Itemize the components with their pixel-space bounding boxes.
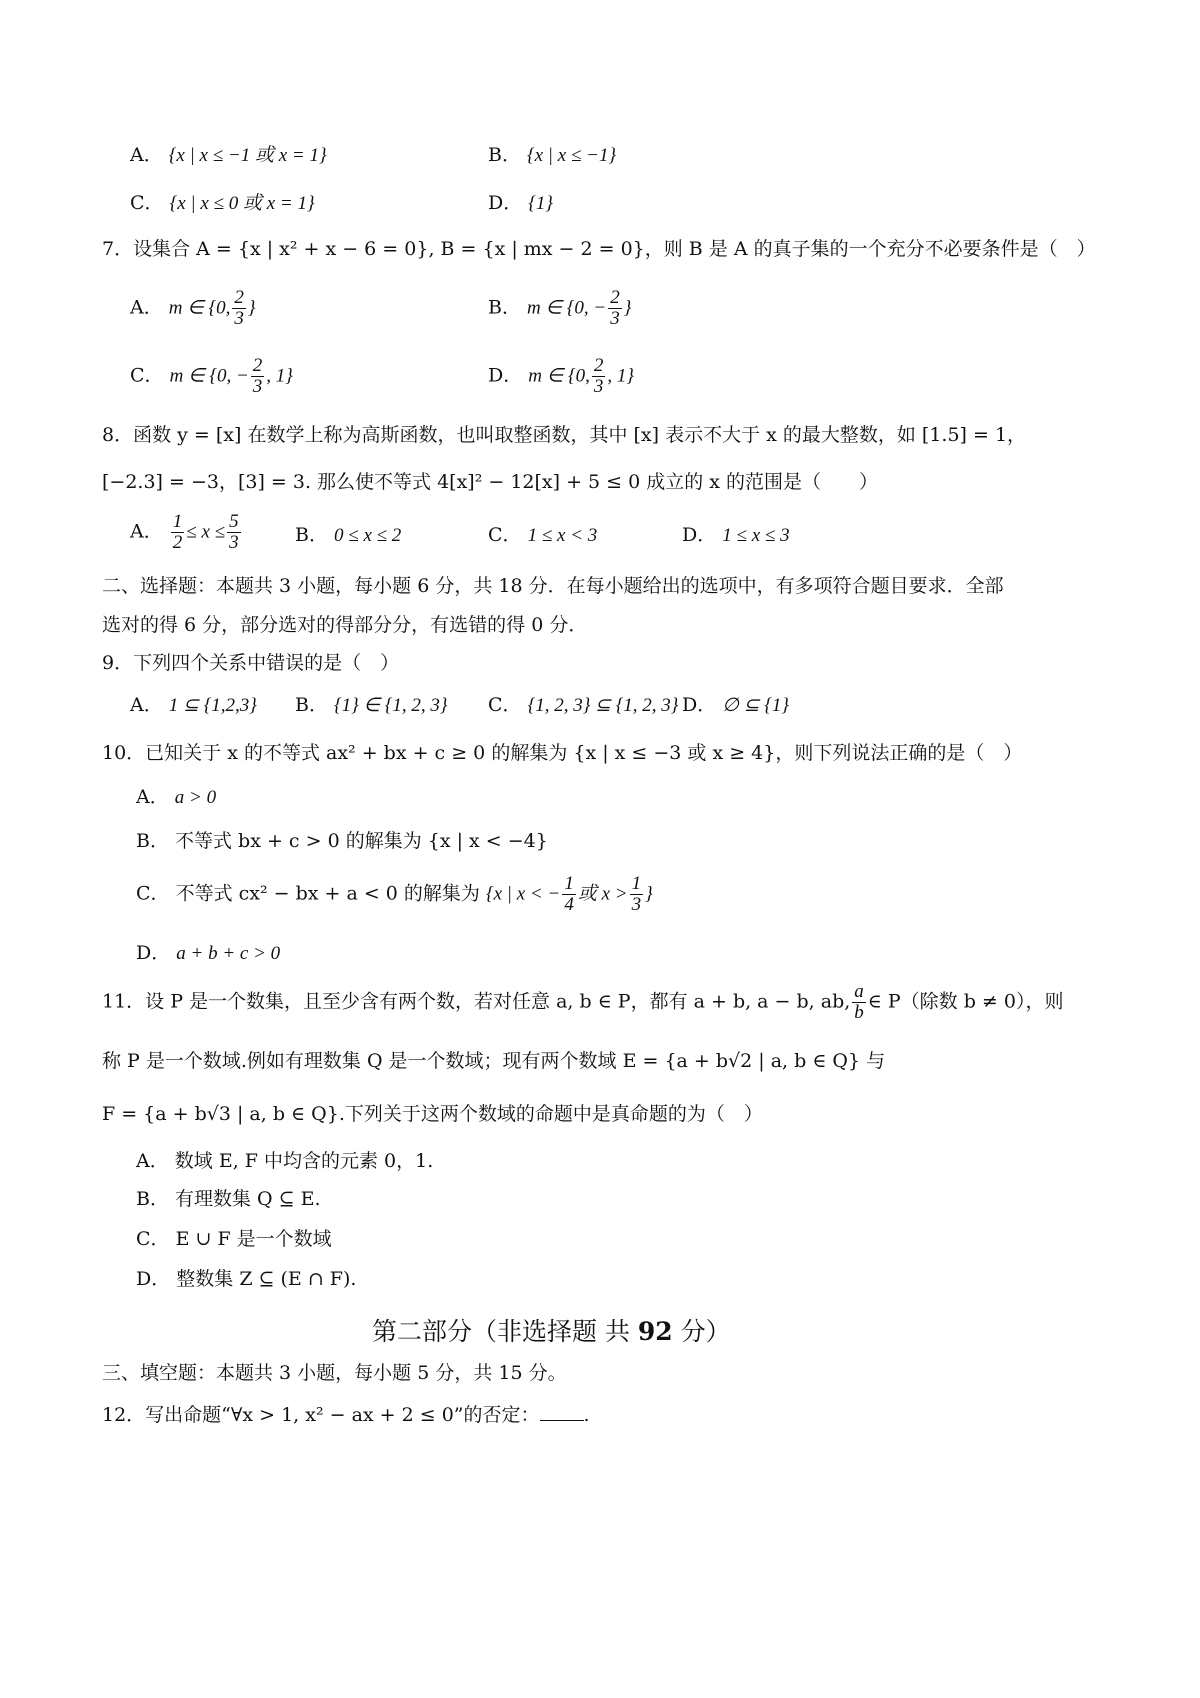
option-label: D． (488, 364, 523, 387)
option-text: m ∈ {0, (528, 365, 590, 387)
q9-option-c (488, 696, 678, 715)
q11-option-a (136, 1152, 433, 1171)
option-label: A． (136, 786, 169, 808)
option-text: 1 ⊆ {1,2,3} (168, 695, 257, 716)
question-text: 设集合 A = {x | x² + x − 6 = 0}, B = {x | mx − 2 = 0}，则 B 是 A 的真子集的一个充分不必要条件是（ ） (133, 238, 1096, 260)
q6-option-d (488, 194, 553, 213)
option-text: m ∈ {0, − (169, 365, 249, 387)
option-text: {1} ∈ {1, 2, 3} (334, 695, 448, 716)
option-label: B． (488, 296, 521, 319)
option-label: B． (136, 1188, 169, 1210)
q7-option-b (488, 288, 631, 329)
part2-title-score: 92 (637, 1317, 673, 1346)
question-text: [−2.3] = −3，[3] = 3. 那么使不等式 4[x]² − 12[x] + 5 ≤ 0 成立的 x 的范围是（ ） (102, 471, 879, 493)
fraction: $\frac{1}{2}$ (172, 511, 183, 553)
q11-stem-line3: F = {a + b√3 | a, b ∈ Q}.下列关于这两个数域的命题中是真命题的为（ ） (102, 1103, 763, 1125)
q7-option-a (130, 288, 256, 329)
question-text-end: . (583, 1404, 590, 1426)
fraction: $\frac{2}{3}$ (234, 287, 244, 329)
option-text: 不等式 bx + c > 0 的解集为 {x | x < −4} (175, 830, 548, 852)
part2-title-text-end: 分） (672, 1317, 731, 1346)
option-label: B． (295, 694, 328, 716)
fraction: $\frac{1}{3}$ (631, 873, 642, 915)
section2-instructions-line2: 选对的得 6 分，部分选对的得部分分，有选错的得 0 分． (102, 614, 588, 636)
fraction: $\frac{2}{3}$ (610, 287, 620, 329)
option-text-end: } (247, 297, 256, 319)
question-text: 函数 y = [x] 在数学上称为高斯函数，也叫取整函数，其中 [x] 表示不大于 x 的最大整数，如 [1.5] = 1， (133, 424, 1027, 446)
question-number: 7． (102, 238, 134, 260)
q7-option-c (130, 356, 293, 397)
option-label: C． (488, 524, 522, 546)
q10-option-d (136, 944, 280, 963)
fraction: $\frac{1}{4}$ (564, 873, 574, 915)
q11-option-d (136, 1270, 356, 1289)
option-label: B． (488, 144, 521, 166)
q11-stem-line1 (102, 982, 1063, 1023)
option-label: A． (136, 1150, 169, 1172)
q6-option-c (130, 194, 315, 213)
option-text-end: , 1} (607, 365, 635, 387)
part2-title-text: 第二部分（非选择题 共 (372, 1317, 638, 1346)
q10-option-c (136, 874, 653, 915)
question-text-end: ∈ P（除数 b ≠ 0），则 (867, 990, 1064, 1013)
option-text: a + b + c > 0 (176, 943, 281, 964)
option-text: 0 ≤ x ≤ 2 (334, 525, 402, 546)
option-label: C． (130, 192, 164, 214)
option-text: 有理数集 Q ⊆ E. (175, 1188, 321, 1210)
option-text-end: , 1} (266, 365, 293, 387)
option-text: E ∪ F 是一个数域 (175, 1228, 332, 1250)
option-text: m ∈ {0, − (527, 297, 607, 319)
q11-stem-line2: 称 P 是一个数域.例如有理数集 Q 是一个数域；现有两个数域 E = {a + b√2 | a, b ∈ Q} 与 (102, 1050, 886, 1072)
option-text-end: } (623, 297, 632, 319)
option-label: D． (136, 1268, 171, 1290)
option-label: A． (130, 520, 163, 543)
option-label: C． (136, 1228, 170, 1250)
option-set-end: } (645, 883, 653, 905)
q8-stem-line2 (102, 473, 878, 492)
part2-title (372, 1312, 731, 1348)
option-label: A． (130, 694, 163, 716)
q9-option-d (682, 696, 789, 715)
section3-instructions: 三、填空题：本题共 3 小题，每小题 5 分，共 15 分。 (102, 1362, 567, 1384)
q7-option-d (488, 356, 634, 397)
option-label: C． (136, 882, 170, 905)
option-label: B． (295, 524, 328, 546)
option-label: C． (130, 364, 164, 387)
option-set-mid: 或 x > (577, 883, 628, 905)
q11-option-b (136, 1190, 321, 1209)
q10-option-a (136, 788, 216, 807)
q11-option-c (136, 1230, 332, 1249)
fraction: $\frac{2}{3}$ (252, 355, 263, 397)
answer-blank[interactable] (540, 1406, 584, 1421)
option-label: A． (130, 144, 163, 166)
option-text: 1 ≤ x < 3 (527, 525, 598, 546)
fraction: $\frac{a}{b}$ (854, 981, 864, 1023)
question-text: 11．设 P 是一个数集，且至少含有两个数，若对任意 a, b ∈ P，都有 a + b, a − b, ab, (102, 990, 851, 1013)
option-label: A． (130, 296, 163, 319)
q8-option-a (130, 512, 243, 553)
option-text: {1, 2, 3} ⊆ {1, 2, 3} (527, 695, 679, 716)
option-text: a > 0 (174, 787, 217, 808)
option-text: m ∈ {0, (168, 297, 231, 319)
option-label: D． (682, 694, 717, 716)
q8-option-d (682, 526, 790, 545)
q9-stem: 9．下列四个关系中错误的是（ ） (102, 652, 400, 674)
option-label: D． (136, 942, 171, 964)
option-label: C． (488, 694, 522, 716)
question-text: 12．写出命题“∀x > 1, x² − ax + 2 ≤ 0”的否定： (102, 1404, 540, 1426)
q7-stem (102, 240, 1096, 259)
option-label: B． (136, 830, 169, 852)
q12-stem (102, 1406, 590, 1425)
option-text: 不等式 cx² − bx + a < 0 的解集为 (175, 882, 480, 905)
q6-option-a (130, 146, 327, 165)
fraction: $\frac{5}{3}$ (229, 511, 239, 553)
q6-option-b (488, 146, 616, 165)
option-label: D． (682, 524, 717, 546)
q8-option-c (488, 526, 597, 545)
option-text: {1} (528, 193, 553, 214)
option-text: ≤ x ≤ (186, 521, 226, 543)
section2-instructions-line1: 二、选择题：本题共 3 小题，每小题 6 分，共 18 分．在每小题给出的选项中，有多项符合题目要求．全部 (102, 575, 1004, 597)
q10-option-b (136, 832, 548, 851)
option-text: 数域 E, F 中均含的元素 0，1. (174, 1150, 434, 1172)
q10-stem: 10．已知关于 x 的不等式 ax² + bx + c ≥ 0 的解集为 {x | x ≤ −3 或 x ≥ 4}，则下列说法正确的是（ ） (102, 742, 1023, 764)
option-text: 1 ≤ x ≤ 3 (722, 525, 790, 546)
option-text: {x | x ≤ −1 或 x = 1} (168, 145, 327, 166)
option-set-start: {x | x < − (485, 883, 561, 905)
option-label: D． (488, 192, 523, 214)
option-text: {x | x ≤ −1} (527, 145, 617, 166)
q8-option-b (295, 526, 401, 545)
option-text: ∅ ⊆ {1} (722, 695, 789, 716)
fraction: $\frac{2}{3}$ (593, 355, 604, 397)
option-text: 整数集 Z ⊆ (E ∩ F). (176, 1268, 357, 1290)
q9-option-a (130, 696, 257, 715)
q8-stem-line1 (102, 426, 1026, 445)
option-text: {x | x ≤ 0 或 x = 1} (169, 193, 315, 214)
q9-option-b (295, 696, 447, 715)
question-number: 8． (102, 424, 134, 446)
